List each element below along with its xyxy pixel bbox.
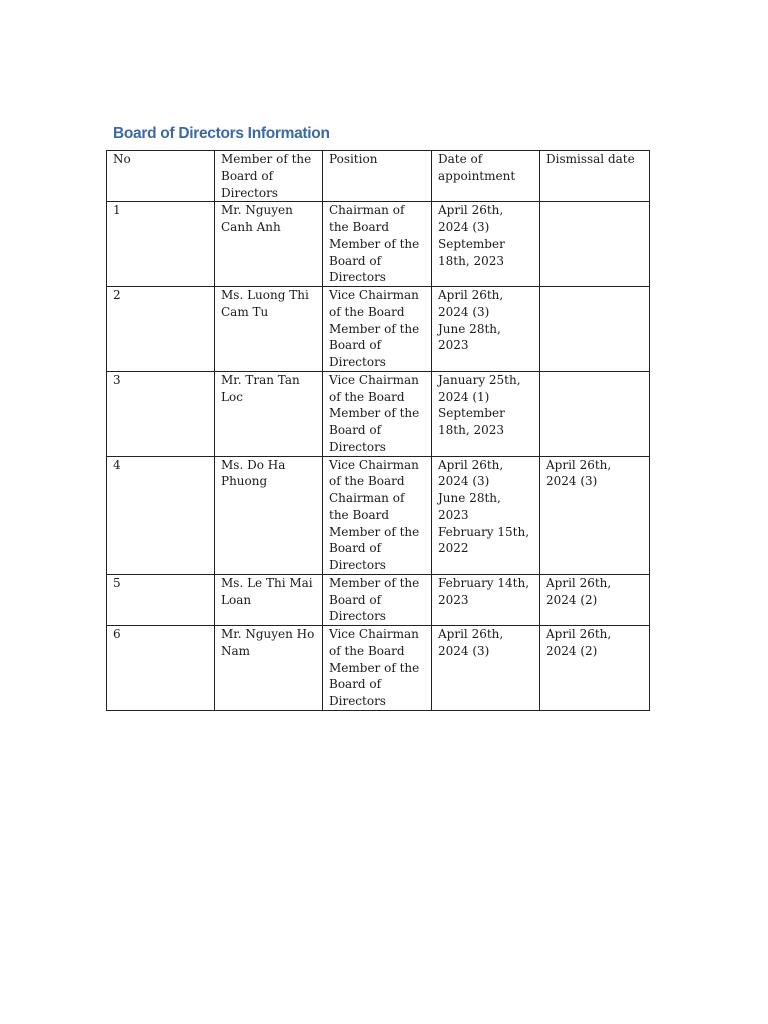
appointment-date-cell: [432, 287, 540, 372]
dismissal-date-cell: [540, 371, 650, 456]
table-header-row: [107, 151, 650, 202]
table-row: [107, 574, 650, 625]
position-cell-entry: Chairman of the Board: [329, 203, 405, 234]
dismissal-date-cell: [540, 456, 650, 574]
position-cell: [323, 202, 432, 287]
header-position: Position: [323, 151, 432, 202]
position-cell-entry: Member of the Board of Directors: [329, 321, 420, 369]
position-cell: [323, 626, 432, 711]
appointment-date-cell-entry: June 28th, 2023: [438, 491, 501, 522]
member-name-cell: Mr. Tran Tan Loc: [215, 371, 323, 456]
row-number-cell: 2: [107, 287, 215, 372]
appointment-date-cell: [432, 371, 540, 456]
appointment-date-cell-entry: April 26th, 2024 (3): [438, 203, 504, 234]
position-cell-entry: Vice Chairman of the Board: [329, 627, 419, 658]
dismissal-date-cell-entry: April 26th, 2024 (3): [546, 457, 612, 489]
position-cell: [323, 371, 432, 456]
row-number-cell: 6: [107, 626, 215, 711]
member-name-cell: Ms. Le Thi Mai Loan: [215, 574, 323, 625]
appointment-date-cell: [432, 626, 540, 711]
member-name-cell: Ms. Do Ha Phuong: [215, 456, 323, 574]
appointment-date-cell: [432, 574, 540, 625]
table-body: [107, 151, 650, 711]
dismissal-date-cell: [540, 202, 650, 287]
appointment-date-cell-entry: September 18th, 2023: [438, 406, 505, 437]
header-member: Member of the Board of Directors: [215, 151, 323, 202]
header-no: No: [107, 151, 215, 202]
dismissal-date-cell: [540, 626, 650, 711]
dismissal-date-cell-entry: April 26th, 2024 (2): [546, 575, 612, 607]
appointment-date-cell: [432, 202, 540, 287]
position-cell-entry: Member of the Board of Directors: [329, 575, 420, 624]
position-cell: [323, 456, 432, 574]
position-cell-entry: Vice Chairman of the Board: [329, 457, 419, 489]
dismissal-date-cell: [540, 574, 650, 625]
table-row: [107, 287, 650, 372]
appointment-date-cell-entry: April 26th, 2024 (3): [438, 288, 504, 319]
table-row: [107, 371, 650, 456]
row-number-cell: 3: [107, 371, 215, 456]
header-appointment-date: Date of appointment: [432, 151, 540, 202]
header-dismissal-date: Dismissal date: [540, 151, 650, 202]
appointment-date-cell: [432, 456, 540, 574]
page-title: Board of Directors Information: [113, 125, 330, 142]
row-number-cell: 1: [107, 202, 215, 287]
position-cell-entry: Member of the Board of Directors: [329, 236, 420, 285]
member-name-cell: Mr. Nguyen Canh Anh: [215, 202, 323, 287]
board-of-directors-table: [106, 150, 650, 711]
position-cell-entry: Vice Chairman of the Board: [329, 372, 419, 404]
appointment-date-cell-entry: April 26th, 2024 (3): [438, 627, 504, 658]
position-cell-entry: Member of the Board of Directors: [329, 406, 420, 454]
member-name-cell: Mr. Nguyen Ho Nam: [215, 626, 323, 711]
position-cell-entry: Chairman of the Board: [329, 491, 405, 522]
appointment-date-cell-entry: February 14th, 2023: [438, 575, 530, 607]
dismissal-date-cell-entry: April 26th, 2024 (2): [546, 627, 612, 658]
table-row: [107, 626, 650, 711]
position-cell-entry: Vice Chairman of the Board: [329, 288, 419, 319]
appointment-date-cell-entry: April 26th, 2024 (3): [438, 457, 504, 489]
appointment-date-cell-entry: September 18th, 2023: [438, 236, 505, 268]
appointment-date-cell-entry: January 25th, 2024 (1): [438, 372, 521, 404]
position-cell: [323, 287, 432, 372]
appointment-date-cell-entry: June 28th, 2023: [438, 321, 501, 353]
table-row: [107, 202, 650, 287]
row-number-cell: 4: [107, 456, 215, 574]
table-row: [107, 456, 650, 574]
member-name-cell: Ms. Luong Thi Cam Tu: [215, 287, 323, 372]
dismissal-date-cell: [540, 287, 650, 372]
row-number-cell: 5: [107, 574, 215, 625]
position-cell-entry: Member of the Board of Directors: [329, 524, 420, 572]
position-cell: [323, 574, 432, 625]
position-cell-entry: Member of the Board of Directors: [329, 660, 420, 708]
appointment-date-cell-entry: February 15th, 2022: [438, 524, 530, 556]
